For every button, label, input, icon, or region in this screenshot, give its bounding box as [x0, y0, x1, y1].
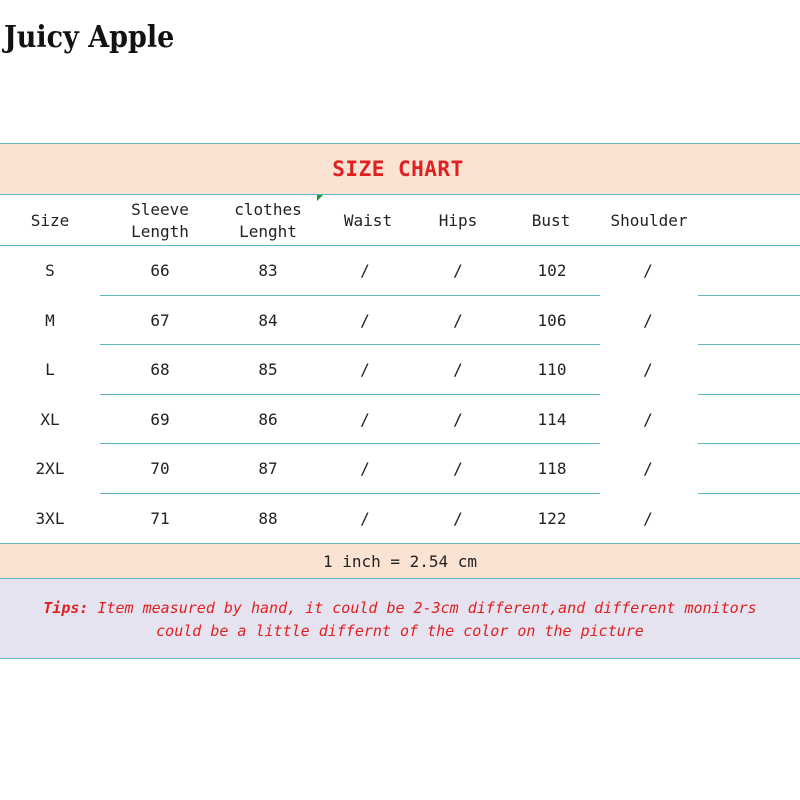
header-size: Size	[30, 211, 70, 230]
cell-sleeve-length: 67	[150, 310, 170, 330]
cell-sleeve-length: 66	[150, 261, 170, 280]
cell-shoulder: /	[643, 459, 653, 478]
cell-waist: /	[360, 310, 370, 330]
cell-hips: /	[453, 360, 463, 379]
cell-size: S	[45, 261, 55, 280]
tips-box	[0, 579, 800, 659]
cell-hips: /	[453, 409, 463, 429]
tips-label: Tips:	[43, 599, 89, 617]
cell-hips: /	[453, 310, 463, 330]
cell-clothes-length: 84	[258, 310, 278, 330]
tips-text-line-2: could be a little differnt of the color on the picture	[156, 622, 644, 640]
cell-clothes-length: 85	[258, 360, 278, 379]
cell-shoulder: /	[643, 310, 653, 330]
header-waist: Waist	[343, 211, 393, 230]
unit-conversion-text: 1 inch = 2.54 cm	[322, 551, 478, 571]
cell-bust: 114	[537, 409, 567, 429]
header-clothes-line-1: clothes	[234, 200, 302, 219]
header-clothes-length	[213, 199, 323, 243]
cell-bust: 122	[537, 508, 567, 528]
cell-waist: /	[360, 508, 370, 528]
table-row	[0, 395, 800, 445]
cell-size: M	[45, 310, 55, 330]
cell-size: 2XL	[35, 459, 65, 478]
header-bust: Bust	[531, 211, 571, 230]
table-body	[0, 246, 800, 543]
header-hips: Hips	[438, 211, 478, 230]
table-row	[0, 296, 800, 346]
cell-sleeve-length: 71	[150, 508, 170, 528]
cell-shoulder: /	[643, 508, 653, 528]
size-chart-title-bar	[0, 143, 800, 195]
header-sleeve-line-2: Length	[131, 222, 189, 241]
cell-sleeve-length: 69	[150, 409, 170, 429]
header-sleeve-line-1: Sleeve	[131, 200, 189, 219]
table-row	[0, 444, 800, 494]
cell-clothes-length: 86	[258, 409, 278, 429]
cell-bust: 102	[537, 261, 567, 280]
cell-waist: /	[360, 409, 370, 429]
unit-conversion-bar	[0, 543, 800, 579]
cell-size: 3XL	[35, 508, 65, 528]
cell-size: XL	[40, 409, 60, 429]
brand-logo: Juicy Apple	[4, 20, 175, 55]
table-row	[0, 246, 800, 296]
cell-bust: 118	[537, 459, 567, 478]
header-sleeve-length	[110, 199, 210, 243]
cell-hips: /	[453, 459, 463, 478]
tips-text-line-1: Item measured by hand, it could be 2-3cm different,and different monitors	[97, 599, 757, 617]
size-chart-title: SIZE CHART	[332, 157, 464, 181]
table-row	[0, 494, 800, 544]
cell-shoulder: /	[643, 360, 653, 379]
cell-shoulder: /	[643, 409, 653, 429]
size-chart-table	[0, 143, 800, 659]
cell-sleeve-length: 70	[150, 459, 170, 478]
table-row	[0, 345, 800, 395]
header-clothes-line-2: Lenght	[239, 222, 297, 241]
cell-waist: /	[360, 261, 370, 280]
cell-sleeve-length: 68	[150, 360, 170, 379]
table-header-row	[0, 195, 800, 246]
cell-clothes-length: 83	[258, 261, 278, 280]
cell-bust: 106	[537, 310, 567, 330]
cell-clothes-length: 88	[258, 508, 278, 528]
cell-hips: /	[453, 508, 463, 528]
cell-bust: 110	[537, 360, 567, 379]
cell-clothes-length: 87	[258, 459, 278, 478]
tips-line-1	[0, 597, 800, 620]
cell-waist: /	[360, 459, 370, 478]
cell-waist: /	[360, 360, 370, 379]
header-shoulder: Shoulder	[610, 211, 688, 230]
cell-hips: /	[453, 261, 463, 280]
cell-size: L	[45, 360, 55, 379]
cell-shoulder: /	[643, 261, 653, 280]
